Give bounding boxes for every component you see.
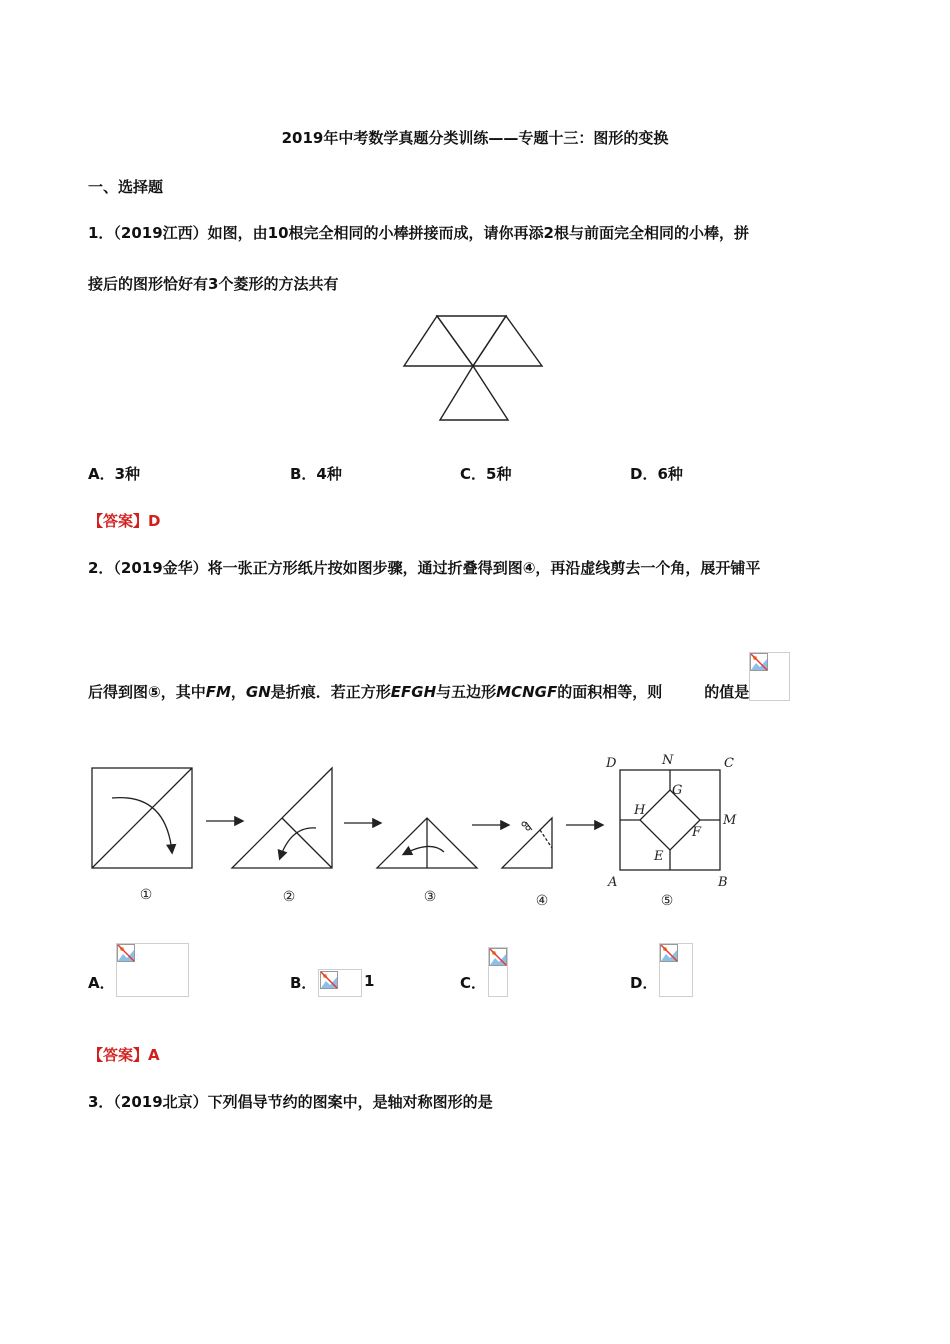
triangle-bottom bbox=[440, 366, 508, 420]
step4-triangle bbox=[502, 818, 552, 868]
label-M: M bbox=[723, 813, 737, 828]
q2-text-c: 与五边形 bbox=[436, 683, 497, 701]
q1-line2: 接后的图形恰好有3个菱形的方法共有 bbox=[88, 275, 339, 293]
step2-fold-arrow bbox=[280, 828, 316, 858]
label-E: E bbox=[654, 849, 664, 864]
label-H: H bbox=[634, 803, 646, 818]
step2-crease bbox=[282, 818, 332, 868]
step-label-3: ③ bbox=[423, 889, 437, 905]
q2-option-c-image[interactable] bbox=[488, 947, 508, 997]
label-F: F bbox=[692, 825, 702, 840]
broken-image-icon bbox=[117, 944, 135, 962]
step4-cut-line bbox=[540, 830, 552, 848]
label-A: A bbox=[608, 875, 618, 890]
q1-triangle-figure bbox=[400, 312, 546, 424]
q2-text-d: 的面积相等，则 bbox=[557, 683, 663, 701]
q2-mcngf: MCNGF bbox=[496, 683, 558, 701]
step-label-5: ⑤ bbox=[660, 893, 674, 908]
q2-formula-image bbox=[749, 652, 790, 701]
step-label-2: ② bbox=[282, 889, 296, 905]
q2-answer: 【答案】A bbox=[88, 1046, 160, 1064]
q2-text-e: 的值是 bbox=[704, 683, 750, 701]
q2-line2 bbox=[88, 681, 749, 702]
q2-option-d[interactable]: D． bbox=[630, 974, 658, 992]
square-EFGH bbox=[640, 790, 700, 850]
q2-comma: ， bbox=[230, 683, 246, 701]
page-title: 2019年中考数学真题分类训练——专题十三：图形的变换 bbox=[281, 129, 669, 147]
triangle-middle-inverted bbox=[437, 316, 506, 366]
broken-image-icon bbox=[660, 944, 678, 962]
q2-line1: 2．（2019金华）将一张正方形纸片按如图步骤，通过折叠得到图④，再沿虚线剪去一个角，展开铺平 bbox=[88, 559, 761, 577]
q2-text-b: 是折痕．若正方形 bbox=[270, 683, 391, 701]
q1-answer: 【答案】D bbox=[88, 512, 161, 530]
step-label-1: ① bbox=[139, 887, 153, 903]
label-N: N bbox=[662, 753, 674, 768]
q2-option-b[interactable]: B． bbox=[290, 974, 317, 992]
broken-image-icon bbox=[320, 971, 338, 989]
q2-option-b-image[interactable] bbox=[318, 969, 362, 997]
q2-option-c[interactable]: C． bbox=[460, 974, 487, 992]
q1-option-c[interactable]: C．5种 bbox=[460, 465, 512, 483]
label-D: D bbox=[606, 756, 617, 771]
q2-option-b-suffix: 1 bbox=[364, 972, 375, 990]
broken-image-icon bbox=[750, 653, 768, 671]
q1-line1: 1．（2019江西）如图，由10根完全相同的小棒拼接而成，请你再添2根与前面完全相同的小棒，拼 bbox=[88, 224, 750, 242]
triangle-left bbox=[404, 316, 473, 366]
label-G: G bbox=[672, 783, 683, 798]
q2-option-a[interactable]: A． bbox=[88, 974, 115, 992]
q2-text-a: 后得到图⑤，其中 bbox=[88, 683, 206, 701]
q2-option-a-image[interactable] bbox=[116, 943, 189, 997]
q1-option-b[interactable]: B．4种 bbox=[290, 465, 342, 483]
q2-gn: GN bbox=[245, 683, 271, 701]
step1-diagonal bbox=[92, 768, 192, 868]
q1-option-a[interactable]: A．3种 bbox=[88, 465, 141, 483]
broken-image-icon bbox=[489, 948, 507, 966]
q2-option-d-image[interactable] bbox=[659, 943, 693, 997]
label-C: C bbox=[724, 756, 734, 771]
step-label-4: ④ bbox=[535, 893, 549, 908]
q1-option-d[interactable]: D．6种 bbox=[630, 465, 683, 483]
q2-efgh: EFGH bbox=[390, 683, 437, 701]
triangle-right bbox=[473, 316, 542, 366]
label-B: B bbox=[718, 875, 728, 890]
scissors-icon bbox=[522, 822, 532, 830]
q3-line1: 3．（2019北京）下列倡导节约的图案中，是轴对称图形的是 bbox=[88, 1093, 493, 1111]
section-heading: 一、选择题 bbox=[88, 178, 164, 196]
step3-fold-arrow bbox=[404, 846, 444, 854]
step1-fold-arrow bbox=[112, 798, 172, 852]
q2-fm: FM bbox=[205, 683, 231, 701]
q2-folding-steps-figure bbox=[86, 748, 746, 908]
